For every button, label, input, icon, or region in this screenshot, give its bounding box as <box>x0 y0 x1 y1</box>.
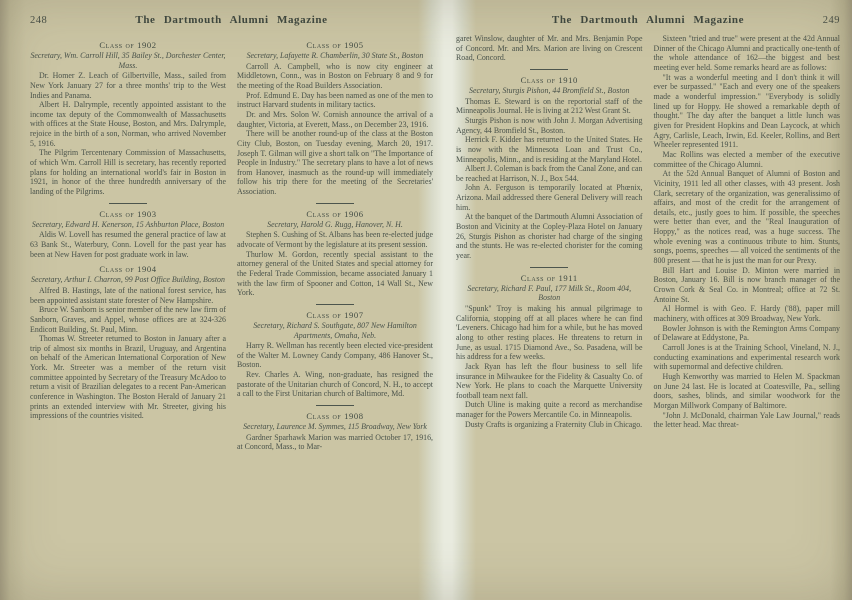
page-header-right <box>456 14 840 26</box>
magazine-title-left: The Dartmouth Alumni Magazine <box>135 14 328 26</box>
paragraph: Carroll A. Campbell, who is now city engineer at Middletown, Conn., was in Boston on February 8 and 9 for the meeting of the Road Builders Association. <box>237 61 433 90</box>
paragraph: Aldis W. Lovell has resumed the general practice of law at 63 Bank St., Waterbury, Conn. Lovell for the past year has been at New Haven for post graduate work in law. <box>30 230 226 259</box>
paragraph: "John J. McDonald, chairman Yale Law Journal," reads the letter head. Mac threat- <box>653 410 840 430</box>
text-column <box>654 34 841 430</box>
paragraph: John A. Ferguson is temporarily located at Phœnix, Arizona. Mail addressed there General Delivery will reach him. <box>456 183 643 212</box>
paragraph: Stephen S. Cushing of St. Albans has been re-elected judge advocate of Vermont by the legislature at its present session. <box>237 230 433 250</box>
paragraph: Bruce W. Sanborn is senior member of the new law firm of Sanborn, Graves, and Appel, whose offices are at 324-326 Endicott Building, St. Paul, Minn. <box>30 305 226 334</box>
secretary-line: Secretary, Sturgis Pishon, 44 Bromfield St., Boston <box>469 85 630 95</box>
class-heading: Class of 1906 <box>306 208 364 219</box>
paragraph: At the 52d Annual Banquet of Alumni of Boston and Vicinity, 1911 led all other classes, with 43 present. Josh Clark, secretary of the organization, was generalissimo of affairs, and most of the credit for the arrangement of details, etc., justly goes to him. If possible, the speeches were better than ever, and the "Real Inauguration of Hoppy," as the notices read, was a huge success. The whole evening was a continuous tribute to him. Stunts, songs, poems, speeches — all voiced the sentiments of the 800 present — that he is just the man for our Prexy. <box>653 169 840 266</box>
columns-left <box>30 35 433 452</box>
section-divider <box>316 405 354 406</box>
paragraph: Carroll Jones is at the Training School, Vineland, N. J., conducting examinations and experimental research work with supernormal and defective children. <box>653 343 840 372</box>
class-heading: Class of 1911 <box>520 272 578 283</box>
paragraph: Herrick F. Kidder has returned to the United States. He is now with the Minnesota Loan and Trust Co., Minneapolis, Minn., and is residing at the Maryland Hotel. <box>456 135 643 164</box>
paragraph: Bowler Johnson is with the Remington Arms Company of Delaware at Eddystone, Pa. <box>653 323 840 343</box>
secretary-line: Secretary, Lafayette R. Chamberlin, 30 State St., Boston <box>246 51 424 60</box>
text-column <box>456 34 643 430</box>
page-number-right: 249 <box>822 15 840 26</box>
text-column <box>30 35 226 452</box>
paragraph: Dr. and Mrs. Solon W. Cornish announce the arrival of a daughter, Victoria, at Everett, Mass., on December 23, 1916. <box>237 109 433 129</box>
paragraph: Dr. Homer Z. Leach of Gilbertville, Mass., sailed from New York January 27 for a three months' trip to the West Indies and Panama. <box>30 71 226 100</box>
paragraph: Hugh Kenworthy was married to Helen M. Spackman on June 24 last. He is located at Coatesville, Pa., selling doors, sashes, blinds, and similar woodwork for the Morgan Millwork Company of Baltimore. <box>653 371 840 410</box>
class-heading: Class of 1908 <box>306 411 364 422</box>
page-header-left <box>30 14 433 26</box>
paragraph: Thomas W. Streeter returned to Boston in January after a trip of almost six months in Brazil, Uruguay, and Argentina on behalf of the American International Corporation of New York. Mr. Streeter was a member of the return visit committee appointed by Secretary of the Treasury McAdoo to return a visit of Brazilian delegates to a recent Pan-American conference in Washington. The Boston Herald of January 21 prints an extended interview with Mr. Streeter, giving his impressions of the countries visited. <box>30 334 226 421</box>
paragraph: Thomas E. Steward is on the reportorial staff of the Minneapolis Journal. He is living at 212 West Grant St. <box>456 96 643 116</box>
secretary-line: Secretary, Harold G. Rugg, Hanover, N. H. <box>267 219 403 229</box>
section-divider <box>530 69 568 70</box>
paragraph: Harry R. Wellman has recently been elected vice-president of the Walter M. Lowney Candy Company, 486 Hanover St., Boston. <box>237 341 433 370</box>
paragraph: Mac Rollins was elected a member of the executive committee of the Chicago Alumni. <box>653 149 840 169</box>
secretary-line: Secretary, Laurence M. Symmes, 115 Broadway, New York <box>243 422 427 432</box>
secretary-line: Secretary, Edward H. Kenerson, 15 Ashburton Place, Boston <box>31 219 225 229</box>
magazine-page-249 <box>456 14 840 430</box>
paragraph: Alfred B. Hastings, late of the national forest service, has been appointed assistant state forester of New Hampshire. <box>30 285 226 305</box>
page-number-left: 248 <box>30 15 48 26</box>
paragraph: Sturgis Pishon is now with John J. Morgan Advertising Agency, 44 Bromfield St., Boston. <box>456 115 643 135</box>
columns-right <box>456 34 840 430</box>
paragraph: Gardner Sparhawk Marion was married October 17, 1916, at Concord, Mass., to Mar- <box>237 432 433 452</box>
class-heading: Class of 1903 <box>99 208 157 219</box>
paragraph: Thurlow M. Gordon, recently special assistant to the attorney general of the United States and special attorney for the Federal Trade Commission, became associated January 1 with the law firm of Spooner and Cotton, 14 Wall St., New York. <box>237 249 433 298</box>
paragraph: Albert J. Coleman is back from the Canal Zone, and can be reached at Harrison, N. J., Box 544. <box>456 164 643 183</box>
paragraph: Al Hormel is with Geo. F. Hardy ('88), paper mill machinery, with offices at 309 Broadway, New York. <box>653 304 840 324</box>
paragraph: garet Winslow, daughter of Mr. and Mrs. Benjamin Pope of Concord. Mr. and Mrs. Marion are living on Crescent Road, Concord. <box>456 34 643 63</box>
paragraph: There will be another round-up of the class at the Boston City Club, Boston, on Tuesday evening, March 20, 1917. Joseph T. Gilman will give a short talk on "The Importance of People in Industry." The secretary plans to have a lot of news from Hanover, inasmuch as the round-up will immediately follow his trip there for the meeting of the Secretaries' Association. <box>237 129 433 197</box>
paragraph: "It was a wonderful meeting and I don't think it will ever be surpassed." "Each and every one of the speakers made a wonderful impression." "Everybody is solidly lined up for Hoppy. He showed a remarkable depth of thought." The day after the banquet a little lunch was given for President Hopkins and Dean Laycock, at which Agry, Carlisle, Leach, Irwin, Ed. Keeler, Rollins, and Bert Wheeler represented 1911. <box>653 72 840 150</box>
secretary-line: Secretary, Wm. Carroll Hill, 35 Bailey St., Dorchester Center, Mass. <box>30 51 226 70</box>
paragraph: "Spunk" Troy is making his annual pilgrimage to California, stopping off at all places where he can find 'Leveners. Chicago had him for a while, but he has moved along to other resting places. He threatens to return in June, as usual. 1715 Diamond Ave., So. Pasadena, will be his address for a few weeks. <box>456 303 643 362</box>
paragraph: Prof. Edmund E. Day has been named as one of the men to instruct Harvard students in military tactics. <box>237 90 433 110</box>
section-divider <box>530 267 568 268</box>
paragraph: Sixteen "tried and true" were present at the 42d Annual Dinner of the Chicago Alumni and practically one-tenth of the whole attendance of 162—the biggest and best meeting ever held. Some remarks heard are as follows: <box>653 34 840 72</box>
paragraph: Dusty Crafts is organizing a Fraternity Club in Chicago. <box>465 419 643 429</box>
class-heading: Class of 1905 <box>306 40 364 50</box>
secretary-line: Secretary, Richard F. Paul, 177 Milk St., Room 404, Boston <box>467 283 632 303</box>
class-heading: Class of 1902 <box>99 40 157 50</box>
secretary-line: Secretary, Arthur I. Charron, 99 Post Office Building, Boston <box>31 275 225 285</box>
paragraph: The Pilgrim Tercentenary Commission of Massachusetts, of which Wm. Carroll Hill is secretary, has recently reported plans for holding an international world's fair in Boston in 1921, in honor of the three hundredth anniversary of the landing of the Pilgrims. <box>30 148 226 197</box>
paragraph: Jack Ryan has left the flour business to sell life insurance in Milwaukee for the Fidelity & Casualty Co. of New York. He plans to coach the Marquette University football team next fall. <box>456 361 643 400</box>
secretary-line: Secretary, Richard S. Southgate, 807 New Hamilton Apartments, Omaha, Neb. <box>253 320 417 340</box>
paragraph: Bill Hart and Louise D. Minton were married in Boston, January 16. Bill is now branch manager of the Crown Cork & Seal Co. in Montreal; office at 72 St. Antoine St. <box>653 265 840 304</box>
class-heading: Class of 1907 <box>306 309 364 320</box>
paragraph: Dutch Uline is making quite a record as merchandise manager for the Powers Mercantile Co. in Minneapolis. <box>456 400 643 420</box>
section-divider <box>316 304 354 305</box>
magazine-title-right: The Dartmouth Alumni Magazine <box>551 14 745 26</box>
class-heading: Class of 1910 <box>520 74 578 85</box>
section-divider <box>316 203 354 204</box>
text-column <box>237 35 433 452</box>
section-divider <box>109 203 147 204</box>
paragraph: Albert H. Dalrymple, recently appointed assistant to the income tax deputy of the Commonwealth of Massachusetts with offices at the State House, Boston, and Mrs. Dalrymple, rejoice in the birth of a son, Norman, who arrived November 5, 1916. <box>30 100 226 148</box>
class-heading: Class of 1904 <box>99 264 157 275</box>
magazine-page-248 <box>30 14 433 452</box>
paragraph: Rev. Charles A. Wing, non-graduate, has resigned the pastorate of the Unitarian church of Concord, N. H., to accept a call to the First Unitarian church of Baltimore, Md. <box>237 370 433 399</box>
paragraph: At the banquet of the Dartmouth Alumni Association of Boston and Vicinity at the Copley-Plaza Hotel on January 26, Sturgis Pishon as chorister had charge of the singing and the stunts. He was re-elected chorister for the coming year. <box>456 212 643 261</box>
